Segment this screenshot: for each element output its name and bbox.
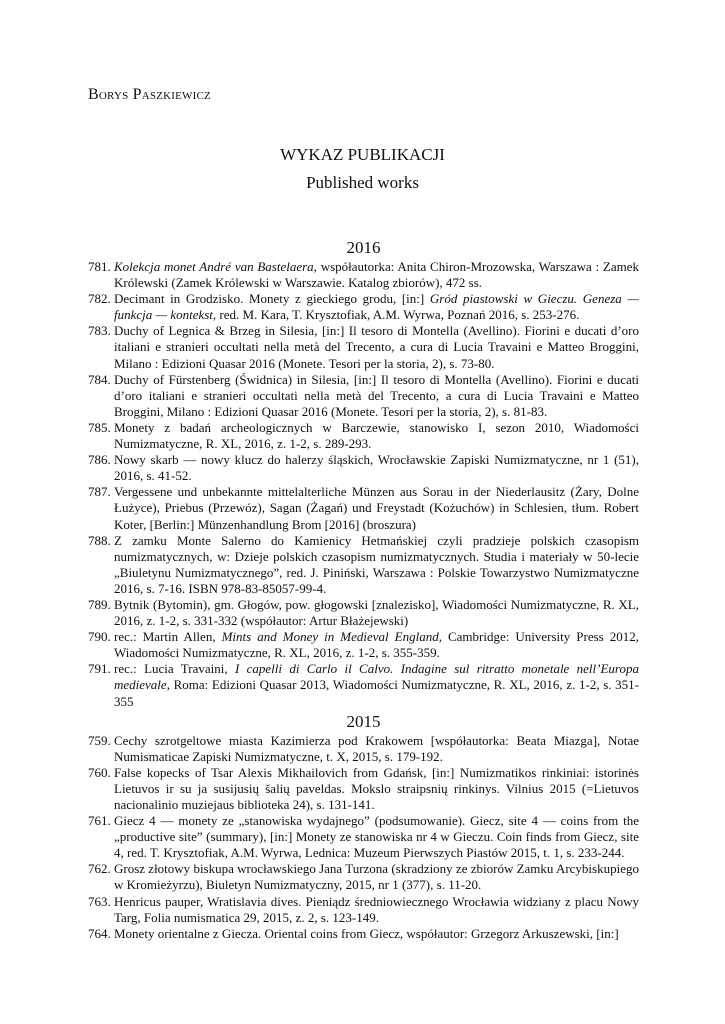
- entry-text: Monety orientalne z Giecza. Oriental coins from Giecz, współautor: Grzegorz Arkuszewski, [in:]: [114, 925, 619, 941]
- year-heading: 2015: [346, 711, 381, 731]
- entry-text: Vergessene und unbekannte mittelalterliche Münzen aus Sorau in der Niederlausitz (Żary, Dolne Łużyce), Priebus (Przewóz), Sagan (Żagań) und Freystadt (Kożuchów) in Schlesien, tłum. Robert Koter, [Berlin:] Münzenhandlung Brom [2016] (broszura): [114, 484, 639, 532]
- publication-entry: [88, 813, 639, 861]
- entry-text: , Roma: Edizioni Quasar 2013, Wiadomości Numizmatyczne, R. XL, 2016, z. 1-2, s. 351-355: [114, 677, 639, 709]
- publication-entry: [88, 765, 639, 813]
- entry-number: 788.: [88, 532, 111, 548]
- entry-text: Decimant in Grodzisko. Monety z gieckiego grodu, [in:]: [114, 291, 430, 307]
- publication-entry: [88, 733, 639, 765]
- publication-entry: [88, 861, 639, 893]
- entry-number: 764.: [88, 925, 111, 941]
- entry-text: rec.: Lucia Travaini,: [114, 661, 235, 677]
- entry-number: 762.: [88, 861, 111, 877]
- entry-text: , red. M. Kara, T. Krysztofiak, A.M. Wyrwa, Poznań 2016, s. 253-276.: [212, 307, 580, 323]
- heading-english: Published works: [306, 173, 419, 192]
- entry-text: rec.: Martin Allen,: [114, 629, 222, 645]
- publication-entry: [88, 661, 639, 709]
- entry-title-italic: Gród piastowski w Gieczu. Geneza — funkcja — kontekst: [114, 291, 639, 323]
- publication-entry: [88, 926, 639, 942]
- entry-text: Henricus pauper, Wratislavia dives. Pieniądz średniowiecznego Wrocławia widziany z placu Nowy Targ, Folia numismatica 29, 2015, z. 2, s. 123-149.: [114, 893, 639, 925]
- publication-entry: [88, 259, 639, 291]
- entry-text: Cechy szrotgeltowe miasta Kazimierza pod Krakowem [współautorka: Beata Miazga], Notae Numismaticae Zapiski Numizmatyczne, t. X, 2015, s. 179-192.: [114, 732, 639, 764]
- year-heading: 2016: [346, 238, 381, 257]
- publication-list: [88, 236, 639, 942]
- author-name: Borys Paszkiewicz: [88, 86, 211, 103]
- entry-number: 759.: [88, 732, 111, 748]
- entry-title-italic: Mints and Money in Medieval England: [221, 629, 439, 645]
- entry-number: 763.: [88, 893, 111, 909]
- publication-entry: [88, 629, 639, 661]
- heading-polish: WYKAZ PUBLIKACJI: [280, 145, 445, 164]
- entry-number: 783.: [88, 323, 111, 339]
- entry-number: 787.: [88, 484, 111, 500]
- publication-entry: [88, 452, 639, 484]
- publication-entry: [88, 597, 639, 629]
- entry-number: 784.: [88, 371, 111, 387]
- entry-text: Nowy skarb — nowy klucz do halerzy śląskich, Wrocławskie Zapiski Numizmatyczne, nr 1 (51), 2016, s. 41-52.: [114, 452, 639, 484]
- entry-number: 760.: [88, 764, 111, 780]
- entry-title-italic: I capelli di Carlo il Calvo. Indagine sul ritratto monetale nell’Europa medievale: [114, 661, 640, 693]
- entry-title-italic: Kolekcja monet André van Bastelaera,: [114, 259, 317, 274]
- entry-text: Giecz 4 — monety ze „stanowiska wydajnego” (podsumowanie). Giecz, site 4 — coins from the „productive site” (summary), [in:] Monety ze stanowiska nr 4 w Gieczu. Coin finds from Giecz, site 4, red. T. Krysztofiak, A.M. Wyrwa, Lednica: Muzeum Pierwszych Piastów 2015, t. 1, s. 233-244.: [114, 813, 639, 861]
- entry-number: 786.: [88, 452, 111, 468]
- publication-entry: [88, 484, 639, 532]
- entry-text: Z zamku Monte Salerno do Kamienicy Hetmańskiej czyli pradzieje polskich czasopism numizmatycznych, w: Dzieje polskich czasopism numizmatycznych. Studia i materiały w 50-lecie „Biuletynu Numizmatycznego”, red. J. Piniński, Warszawa : Polskie Towarzystwo Numizmatyczne 2016, s. 7-16. ISBN 978-83-85057-99-4.: [114, 532, 639, 596]
- publication-entry: [88, 420, 639, 452]
- entry-number: 790.: [88, 629, 111, 645]
- entry-text: False kopecks of Tsar Alexis Mikhailovich from Gdańsk, [in:] Numizmatikos rinkiniai: istorinės Lietuvos ir su ja susijusių šalių paveldas. Mokslo straipsnių rinkinys. Vilnius 2015 (=Lietuvos nacionalinio muziejaus biblioteka 24), s. 131-141.: [114, 764, 639, 812]
- entry-text: Duchy of Legnica & Brzeg in Silesia, [in:] Il tesoro di Montella (Avellino). Fiorini e ducati d’oro italiani e stranieri occultati nella metà del Trecento, a cura di Lucia Travaini e Matteo Broggini, Milano : Edizioni Quasar 2016 (Monete. Tesori per la storia, 2), s. 73-80.: [114, 323, 639, 371]
- publication-entry: [88, 372, 639, 420]
- publication-entry: [88, 533, 639, 597]
- entry-number: 761.: [88, 813, 111, 829]
- entry-text: Grosz złotowy biskupa wrocławskiego Jana Turzona (skradziony ze zbiorów Zamku Arcybiskupiego w Kromieżyrzu), Biuletyn Numizmatyczny, 2015, nr 1 (377), s. 11-20.: [114, 861, 639, 893]
- entry-number: 789.: [88, 596, 111, 612]
- entry-text: współautorka: Anita Chiron-Mrozowska, Warszawa : Zamek Królewski (Zamek Królewski w Warszawie. Katalog zbiorów), 472 ss.: [114, 259, 639, 291]
- entry-number: 782.: [88, 291, 111, 307]
- entry-text: Monety z badań archeologicznych w Barczewie, stanowisko I, sezon 2010, Wiadomości Numizmatyczne, R. XL, 2016, z. 1-2, s. 289-293.: [114, 419, 639, 452]
- entry-number: 785.: [88, 419, 111, 435]
- entry-text: Bytnik (Bytomin), gm. Głogów, pow. głogowski [znalezisko], Wiadomości Numizmatyczne, R. XL, 2016, z. 1-2, s. 331-332 (współautor: Artur Błażejewski): [114, 596, 639, 629]
- entry-number: 781.: [88, 259, 111, 274]
- publication-entry: [88, 894, 639, 926]
- publication-entry: [88, 291, 639, 323]
- entry-text: , Cambridge: University Press 2012, Wiadomości Numizmatyczne, R. XL, 2016, z. 1-2, s. 355-359.: [114, 629, 639, 661]
- entry-text: Duchy of Fürstenberg (Świdnica) in Silesia, [in:] Il tesoro di Montella (Avellino). Fiorini e ducati d’oro italiani e stranieri occultati nella metà del Trecento, a cura di Lucia Travaini e Matteo Broggini, Milano : Edizioni Quasar 2016 (Monete. Tesori per la storia, 2), s. 81-83.: [114, 371, 639, 419]
- entry-number: 791.: [88, 661, 111, 677]
- publication-entry: [88, 323, 639, 371]
